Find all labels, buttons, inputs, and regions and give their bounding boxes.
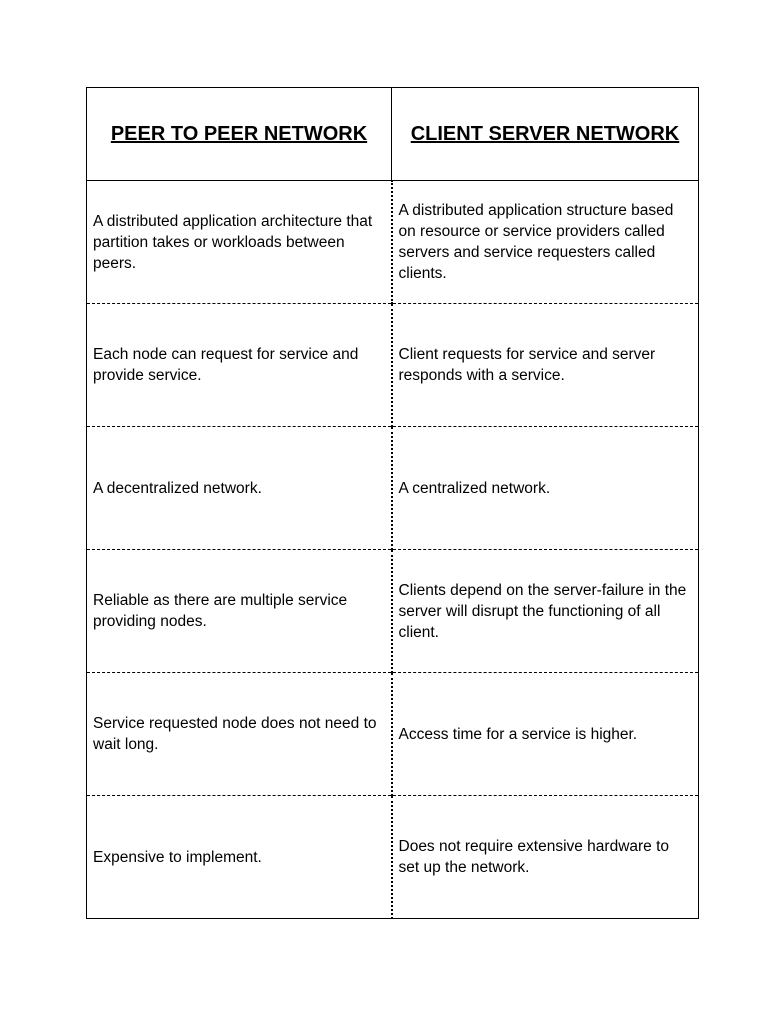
table-cell-p2p: Reliable as there are multiple service providing nodes. xyxy=(87,550,392,673)
header-peer-to-peer: PEER TO PEER NETWORK xyxy=(87,88,392,181)
table-cell-p2p: Expensive to implement. xyxy=(87,796,392,919)
table-row xyxy=(87,550,699,673)
table-cell-client-server: Client requests for service and server responds with a service. xyxy=(392,304,699,427)
table-cell-client-server: A distributed application structure based on resource or service providers called servers and service requesters called clients. xyxy=(392,181,699,304)
table-cell-p2p: Each node can request for service and provide service. xyxy=(87,304,392,427)
table-row xyxy=(87,181,699,304)
table-row xyxy=(87,673,699,796)
header-client-server: CLIENT SERVER NETWORK xyxy=(392,88,699,181)
table-row xyxy=(87,427,699,550)
table-cell-p2p: A decentralized network. xyxy=(87,427,392,550)
table-row xyxy=(87,796,699,919)
table-row xyxy=(87,304,699,427)
table-cell-client-server: Access time for a service is higher. xyxy=(392,673,699,796)
table-cell-client-server: Does not require extensive hardware to set up the network. xyxy=(392,796,699,919)
table-cell-p2p: Service requested node does not need to wait long. xyxy=(87,673,392,796)
table-cell-p2p: A distributed application architecture that partition takes or workloads between peers. xyxy=(87,181,392,304)
table-cell-client-server: Clients depend on the server-failure in the server will disrupt the functioning of all client. xyxy=(392,550,699,673)
table-cell-client-server: A centralized network. xyxy=(392,427,699,550)
table-header-row xyxy=(87,88,699,181)
comparison-table xyxy=(86,87,699,919)
